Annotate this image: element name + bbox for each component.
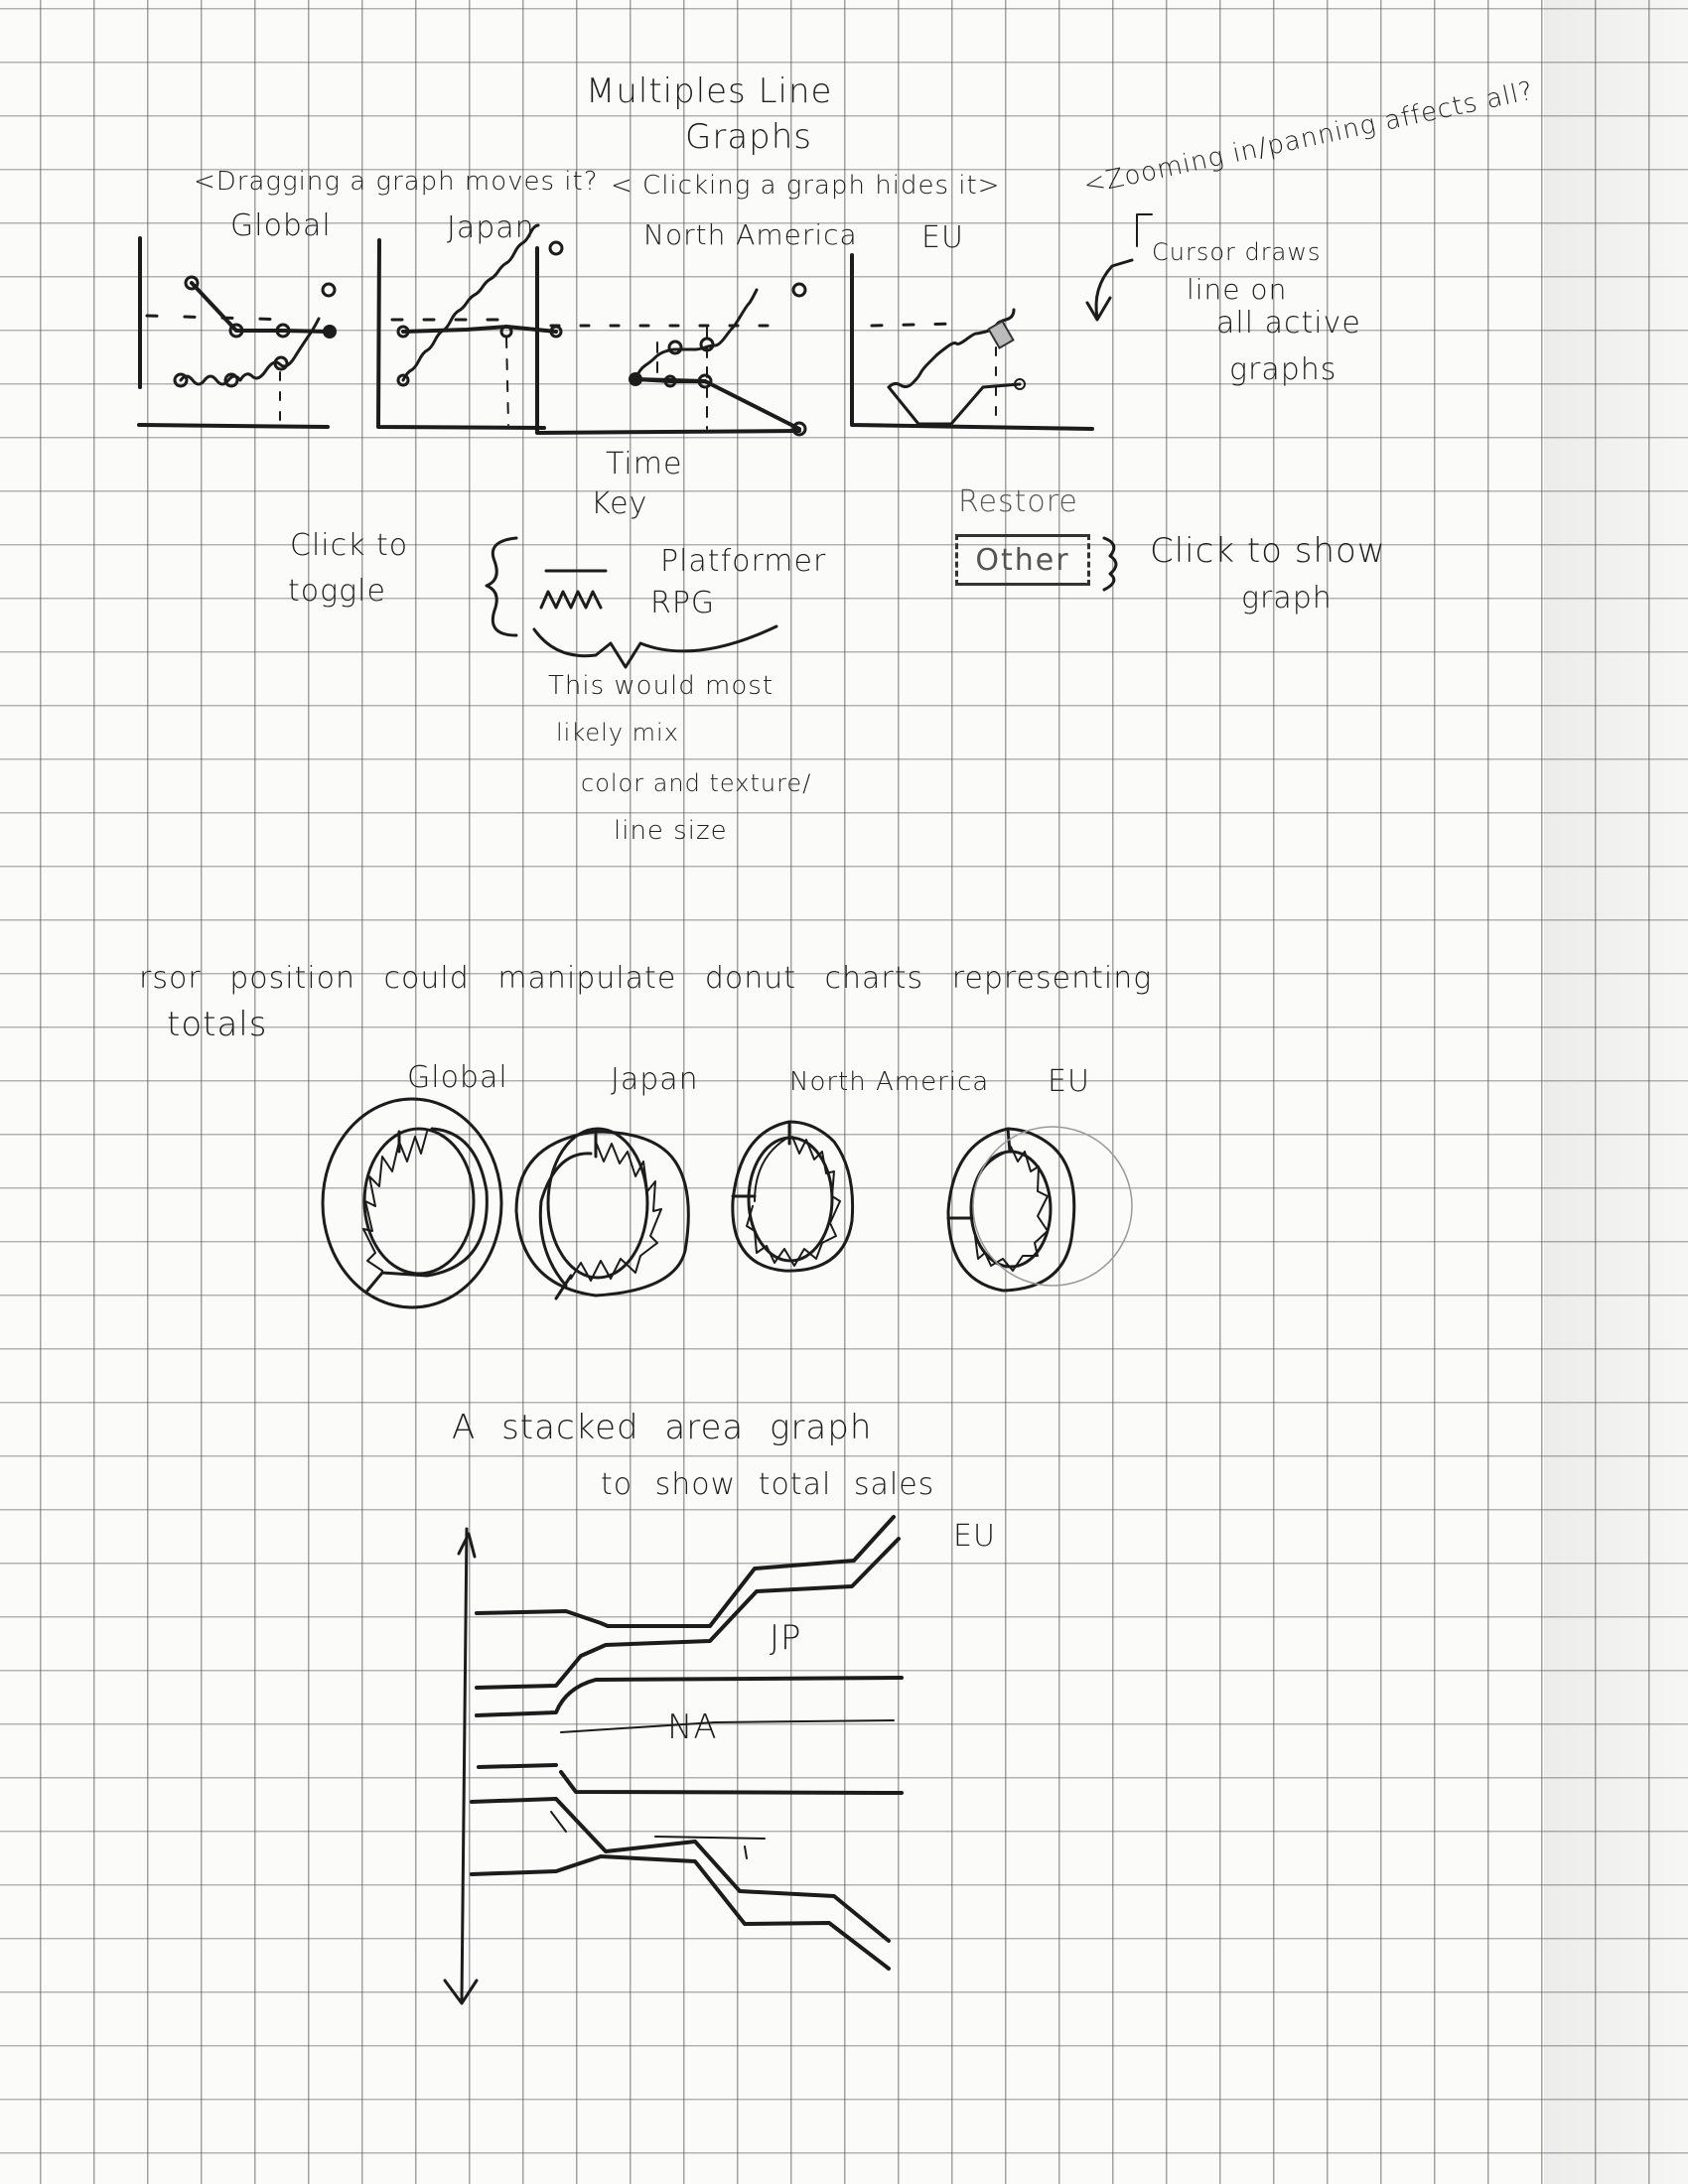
- restore-note-line1: Click to show: [1150, 531, 1386, 571]
- legend-item-platformer[interactable]: [541, 544, 859, 584]
- line-chart-north-america[interactable]: [537, 248, 805, 435]
- note-zooming: <Zooming in/panning affects all?: [1080, 75, 1537, 201]
- legend-toggle-note-line1: Click to: [290, 528, 409, 563]
- cursor-note-line3: all active: [1216, 306, 1361, 341]
- section2-description-line1: rsor position could manipulate donut charts representing: [139, 961, 1153, 996]
- donut-chart-japan[interactable]: [516, 1129, 688, 1298]
- donut-label-global: Global: [407, 1060, 508, 1095]
- donut-chart-global[interactable]: [323, 1099, 501, 1307]
- note-dragging: <Dragging a graph moves it?: [194, 167, 599, 197]
- mix-note-line1: This would most: [548, 671, 774, 701]
- section3-title-line1: A stacked area graph: [452, 1408, 873, 1447]
- mix-note-line2: likely mix: [556, 719, 679, 747]
- x-axis-label-time: Time: [606, 447, 683, 481]
- cursor-note-line1: Cursor draws: [1152, 238, 1322, 266]
- mix-note-line3: color and texture/: [581, 769, 812, 797]
- section2-description-line2: totals: [167, 1005, 268, 1044]
- legend-label-platformer: Platformer: [660, 544, 827, 579]
- band-label-jp: JP: [770, 1618, 802, 1658]
- band-label-eu: EU: [953, 1519, 996, 1554]
- note-clicking: < Clicking a graph hides it>: [611, 171, 1001, 201]
- section3-title-line2: to show total sales: [601, 1467, 935, 1502]
- line-chart-japan[interactable]: [378, 225, 562, 428]
- panel-label-japan: Japan: [447, 210, 535, 245]
- band-label-na: NA: [667, 1707, 718, 1747]
- donut-label-eu: EU: [1048, 1064, 1090, 1099]
- restore-other-button[interactable]: Other: [955, 534, 1090, 586]
- restore-title: Restore: [958, 484, 1078, 519]
- donut-chart-eu[interactable]: [948, 1127, 1132, 1291]
- legend-toggle-note-line2: toggle: [288, 574, 386, 609]
- cursor-note-line4: graphs: [1229, 352, 1337, 387]
- panel-label-global: Global: [230, 208, 332, 243]
- section1-title-line1: Multiples Line: [586, 71, 833, 111]
- line-chart-global[interactable]: [139, 238, 337, 427]
- legend-label-rpg: RPG: [650, 586, 716, 620]
- section1-title-line2: Graphs: [685, 117, 813, 157]
- stacked-area-chart[interactable]: [445, 1517, 902, 2003]
- line-chart-eu[interactable]: [852, 255, 1092, 429]
- panel-label-north-america: North America: [643, 218, 858, 251]
- mix-note-line4: line size: [614, 816, 728, 846]
- legend-item-rpg[interactable]: [541, 586, 779, 625]
- restore-note-line2: graph: [1241, 581, 1333, 615]
- donut-chart-north-america[interactable]: [733, 1122, 853, 1271]
- donut-label-north-america: North America: [789, 1067, 990, 1097]
- panel-label-eu: EU: [921, 220, 964, 255]
- cursor-note-line2: line on: [1187, 273, 1288, 306]
- legend-title: Key: [591, 486, 648, 521]
- donut-label-japan: Japan: [611, 1062, 699, 1097]
